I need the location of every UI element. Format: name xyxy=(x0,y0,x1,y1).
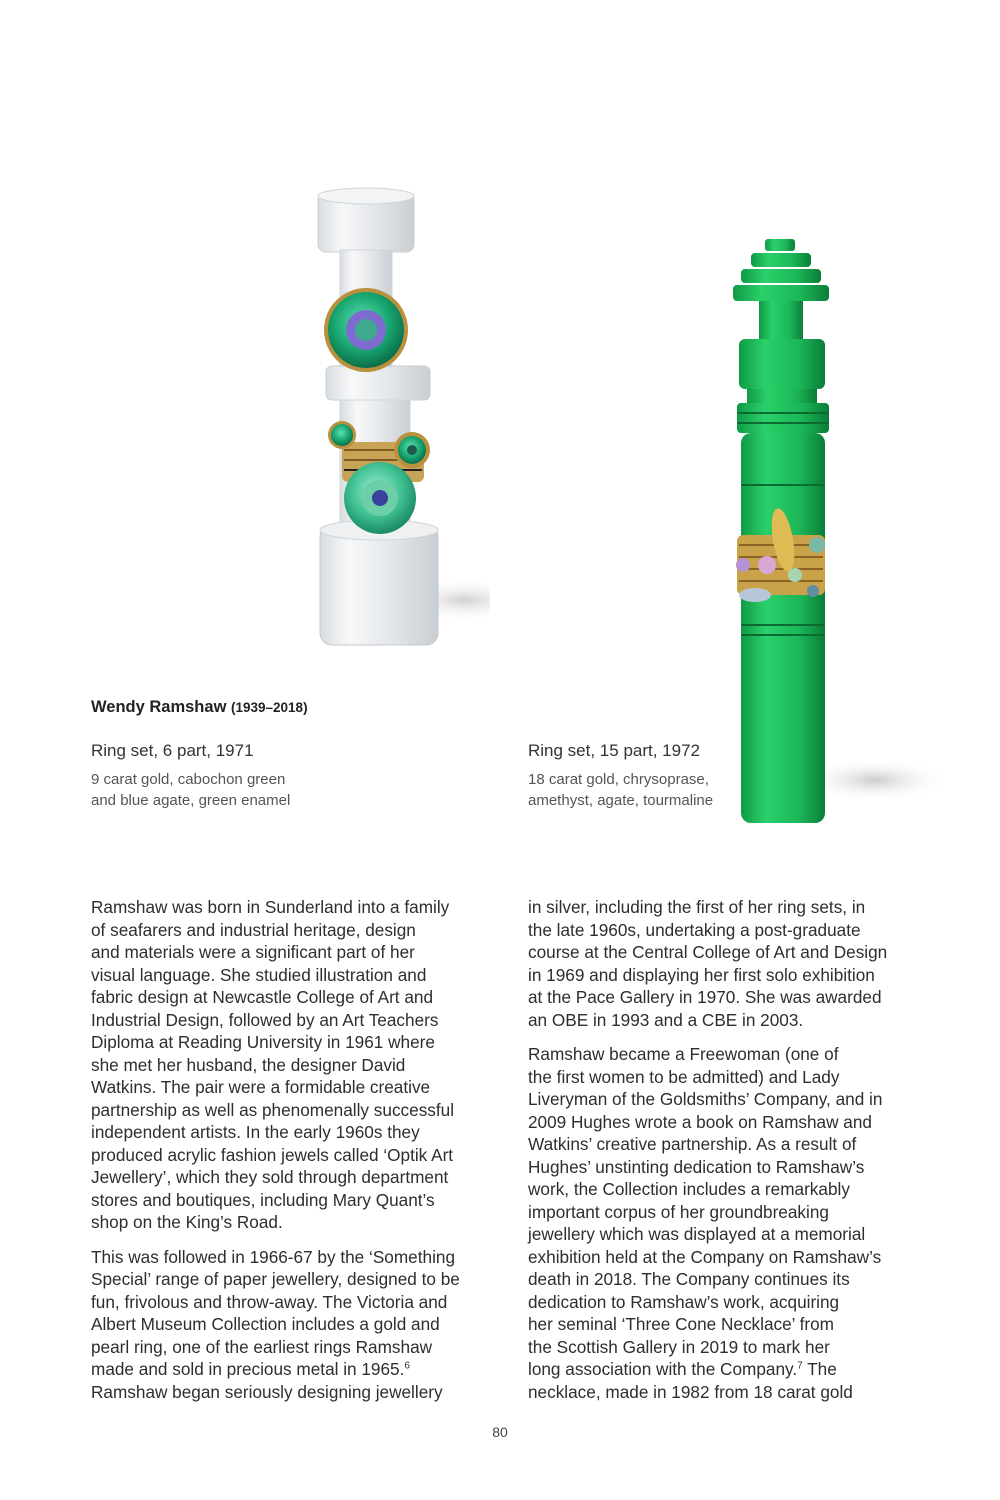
text-line: independent artists. In the early 1960s they xyxy=(91,1122,420,1142)
artist-name: Wendy Ramshaw xyxy=(91,698,227,716)
caption-right xyxy=(528,741,713,811)
ring-set-15-part-image xyxy=(725,235,955,835)
paragraph xyxy=(91,896,486,1234)
caption-materials xyxy=(528,769,713,811)
caption-line: 9 carat gold, cabochon green xyxy=(91,771,286,788)
caption-line: 18 carat gold, chrysoprase, xyxy=(528,771,709,788)
text-line: of seafarers and industrial heritage, design xyxy=(91,919,416,940)
text-line: course at the Central College of Art and Design xyxy=(528,942,888,962)
artist-dates: (1939–2018) xyxy=(231,700,308,715)
body-column-right xyxy=(528,896,923,1403)
caption-title: Ring set, 15 part, 1972 xyxy=(528,741,701,760)
ring-set-6-part-image xyxy=(290,180,490,660)
text-line: at the Pace Gallery in 1970. She was awarded xyxy=(528,987,882,1007)
text-line: Jewellery’, which they sold through department xyxy=(91,1167,449,1187)
footnote-ref: 7 xyxy=(797,1360,803,1372)
caption-line: amethyst, agate, tourmaline xyxy=(528,792,714,809)
text-line: This was followed in 1966-67 by the ‘Something xyxy=(91,1246,456,1267)
text-line: and materials were a significant part of her xyxy=(91,942,415,962)
text-line xyxy=(91,1358,486,1381)
text-line: Diploma at Reading University in 1961 where xyxy=(91,1032,435,1052)
text-line: Hughes’ unstinting dedication to Ramshaw’s xyxy=(528,1156,865,1177)
text-line: Industrial Design, followed by an Art Teachers xyxy=(91,1009,439,1030)
paragraph xyxy=(91,1246,486,1359)
text-run: The xyxy=(802,1359,837,1379)
text-line: in 1969 and displaying her first solo exhibition xyxy=(528,964,875,985)
text-line: her seminal ‘Three Cone Necklace’ from xyxy=(528,1314,834,1334)
text-line: Ramshaw began seriously designing jewellery xyxy=(91,1381,443,1402)
text-line: fun, frivolous and throw-away. The Victoria and xyxy=(91,1291,448,1312)
text-line: Ramshaw was born in Sunderland into a family xyxy=(91,897,450,917)
text-line: visual language. She studied illustration and xyxy=(91,964,427,985)
text-line: shop on the King’s Road. xyxy=(91,1212,283,1232)
text-line: stores and boutiques, including Mary Quant’s xyxy=(91,1189,435,1210)
text-line: exhibition held at the Company on Ramshaw’s xyxy=(528,1246,882,1267)
footnote-ref: 6 xyxy=(404,1360,410,1372)
text-line: partnership as well as phenomenally successful xyxy=(91,1099,455,1120)
text-line: important corpus of her groundbreaking xyxy=(528,1201,829,1222)
text-run: made and sold in precious metal in 1965. xyxy=(91,1359,405,1379)
caption-line: and blue agate, green enamel xyxy=(91,792,291,809)
text-line: the first women to be admitted) and Lady xyxy=(528,1066,840,1087)
text-line: Special’ range of paper jewellery, designed to be xyxy=(91,1269,460,1289)
text-line: 2009 Hughes wrote a book on Ramshaw and xyxy=(528,1111,872,1132)
text-line: pearl ring, one of the earliest rings Ramshaw xyxy=(91,1336,433,1357)
text-line: she met her husband, the designer David xyxy=(91,1054,406,1075)
text-line: work, the Collection includes a remarkably xyxy=(528,1179,850,1199)
text-line: Liveryman of the Goldsmiths’ Company, and in xyxy=(528,1089,883,1109)
caption-left xyxy=(91,741,290,811)
body-column-left xyxy=(91,896,486,1403)
paragraph xyxy=(528,896,923,1031)
text-line: necklace, made in 1982 from 18 carat gold xyxy=(528,1381,853,1402)
text-line: Albert Museum Collection includes a gold and xyxy=(91,1314,440,1334)
text-line xyxy=(528,1358,923,1381)
caption-title: Ring set, 6 part, 1971 xyxy=(91,741,254,760)
paragraph xyxy=(528,1043,923,1358)
page-number: 80 xyxy=(492,1424,508,1440)
text-line: Ramshaw became a Freewoman (one of xyxy=(528,1044,839,1064)
text-line: produced acrylic fashion jewels called ‘Optik Art xyxy=(91,1144,454,1165)
text-line: in silver, including the first of her ring sets, in xyxy=(528,897,866,917)
text-line: Watkins. The pair were a formidable creative xyxy=(91,1077,431,1097)
text-line: the late 1960s, undertaking a post-graduate xyxy=(528,919,861,940)
text-line: jewellery which was displayed at a memorial xyxy=(528,1224,866,1244)
text-line: Watkins’ creative partnership. As a result of xyxy=(528,1134,857,1154)
text-run: long association with the Company. xyxy=(528,1359,798,1379)
caption-materials xyxy=(91,769,290,811)
text-line: dedication to Ramshaw’s work, acquiring xyxy=(528,1291,840,1312)
text-line: the Scottish Gallery in 2019 to mark her xyxy=(528,1336,830,1357)
text-line: an OBE in 1993 and a CBE in 2003. xyxy=(528,1009,804,1030)
artist-heading xyxy=(91,698,308,717)
text-line: fabric design at Newcastle College of Art and xyxy=(91,987,434,1007)
text-line: death in 2018. The Company continues its xyxy=(528,1269,850,1289)
